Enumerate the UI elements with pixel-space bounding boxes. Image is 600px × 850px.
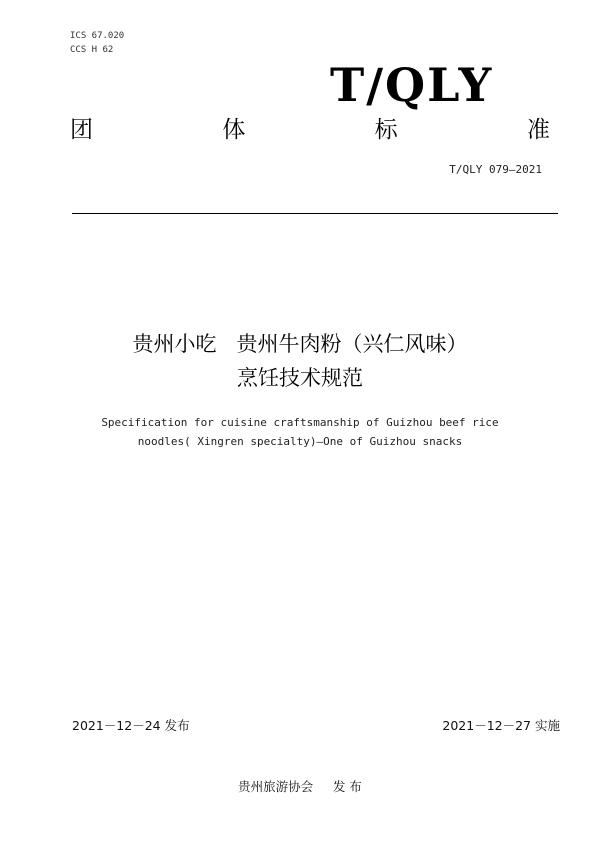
implementation-date: 2021－12－27 实施 [442, 718, 560, 733]
chinese-title-line: 烹饪技术规范 [237, 366, 363, 390]
standard-logo: T/QLY [330, 58, 494, 112]
english-title-line: Specification for cuisine craftsmanship of Guizhou beef rice [101, 416, 499, 429]
standard-type-char: 准 [526, 117, 550, 143]
english-title-line: noodles( Xingren specialty)—One of Guizhou snacks [137, 435, 463, 448]
header-divider [72, 213, 558, 214]
chinese-title-line: 贵州小吃 贵州牛肉粉（兴仁风味） [132, 332, 468, 356]
standard-type-char: 标 [374, 117, 398, 143]
issue-date: 2021－12－24 发布 [72, 718, 190, 733]
chinese-title [0, 327, 600, 395]
ccs-code: CCS H 62 [70, 45, 114, 55]
standard-type [70, 113, 550, 147]
english-title [0, 413, 600, 451]
classification-codes [70, 29, 124, 57]
ics-code: ICS 67.020 [70, 31, 125, 41]
publisher: 贵州旅游协会 发 布 [238, 779, 362, 794]
standard-type-char: 体 [222, 117, 246, 143]
standard-type-char: 团 [70, 117, 93, 143]
document-number: T/QLY 079—2021 [449, 163, 542, 176]
